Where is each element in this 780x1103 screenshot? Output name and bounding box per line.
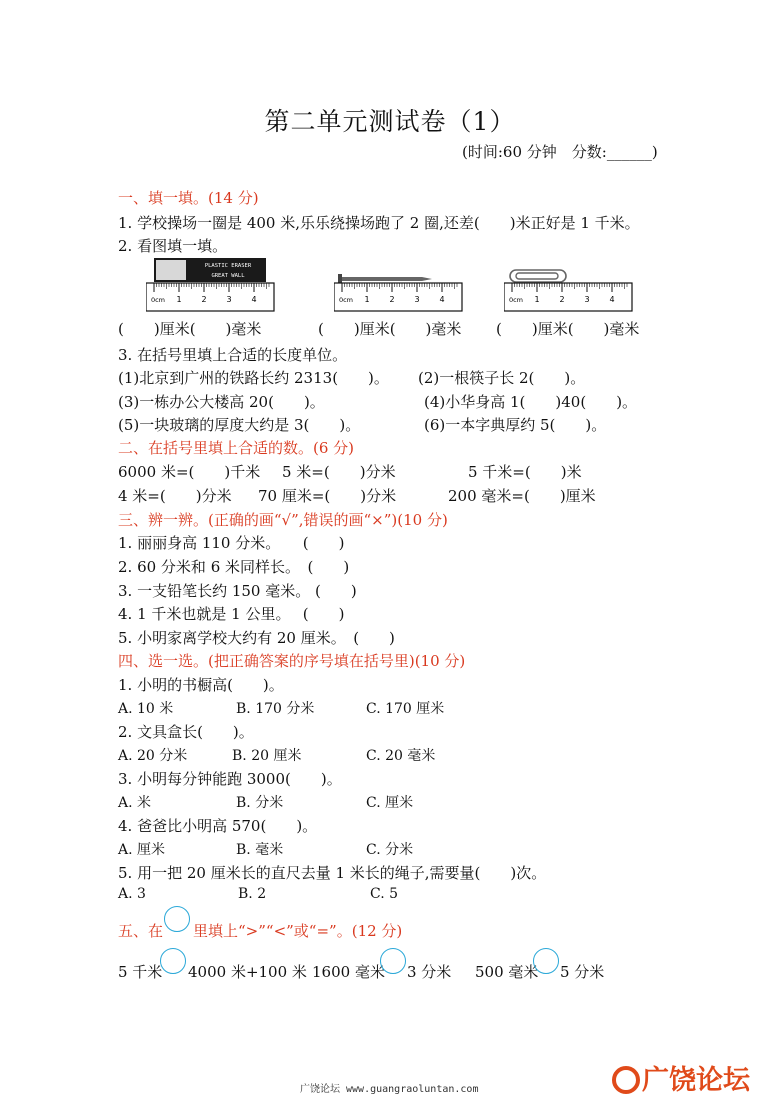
compare-3-left: 500 毫米 bbox=[475, 963, 539, 981]
conversion-b: 5 米=( )分米 bbox=[282, 463, 396, 481]
question-1-1: 1. 学校操场一圈是 400 米,乐乐绕操场跑了 2 圈,还差( )米正好是 1 千米。 bbox=[118, 214, 640, 232]
ruler-3-label: 4 bbox=[609, 295, 615, 304]
ruler-3-label: 3 bbox=[584, 295, 590, 304]
question-1-3-3: (3)一栋办公大楼高 20( )。 bbox=[118, 393, 325, 411]
section-2-heading: 二、在括号里填上合适的数。(6 分) bbox=[118, 439, 355, 457]
ruler-2-label: 1 bbox=[364, 295, 370, 304]
choice-question-2: 2. 文具盒长( )。 bbox=[118, 723, 254, 741]
question-1-3-4: (4)小华身高 1( )40( )。 bbox=[424, 393, 638, 411]
ruler-1-label: 1 bbox=[176, 295, 182, 304]
question-1-3-5: (5)一块玻璃的厚度大约是 3( )。 bbox=[118, 416, 361, 434]
ruler-paperclip-figure bbox=[504, 266, 634, 320]
ruler-3-label: 0cm bbox=[508, 296, 524, 304]
logo-text: 广饶论坛 bbox=[642, 1065, 750, 1096]
question-1-3: 3. 在括号里填上合适的长度单位。 bbox=[118, 346, 348, 364]
compare-circle-3[interactable] bbox=[533, 948, 559, 974]
compare-2-right: 3 分米 bbox=[407, 963, 452, 981]
judge-item-1: 1. 丽丽身高 110 分米。 ( ) bbox=[118, 534, 345, 552]
choice-4-a: A. 厘米 bbox=[118, 842, 166, 858]
choice-2-b: B. 20 厘米 bbox=[232, 748, 302, 764]
choice-3-a: A. 米 bbox=[118, 795, 152, 811]
judge-item-5: 5. 小明家离学校大约有 20 厘米。 ( ) bbox=[118, 629, 395, 647]
ruler-2-label: 2 bbox=[389, 295, 395, 304]
conversion-f: 200 毫米=( )厘米 bbox=[448, 487, 596, 505]
ruler-2-label: 3 bbox=[414, 295, 420, 304]
section-5-heading-a: 五、在 bbox=[118, 922, 164, 940]
choice-question-3: 3. 小明每分钟能跑 3000( )。 bbox=[118, 770, 342, 788]
ruler-1-label: 4 bbox=[251, 295, 257, 304]
section-1-heading: 一、填一填。(14 分) bbox=[118, 189, 259, 207]
choice-5-c: C. 5 bbox=[370, 886, 399, 902]
section-4-heading: 四、选一选。(把正确答案的序号填在括号里)(10 分) bbox=[118, 652, 466, 670]
compare-circle-example bbox=[164, 906, 190, 932]
choice-question-1: 1. 小明的书橱高( )。 bbox=[118, 676, 284, 694]
choice-4-b: B. 毫米 bbox=[236, 842, 284, 858]
conversion-e: 70 厘米=( )分米 bbox=[258, 487, 397, 505]
question-1-3-2: (2)一根筷子长 2( )。 bbox=[418, 369, 586, 387]
compare-1-right: 4000 米+100 米 bbox=[188, 963, 307, 981]
compare-3-right: 5 分米 bbox=[560, 963, 605, 981]
ruler-2-label: 0cm bbox=[338, 296, 354, 304]
ruler-3-label: 1 bbox=[534, 295, 540, 304]
choice-question-4: 4. 爸爸比小明高 570( )。 bbox=[118, 817, 318, 835]
choice-4-c: C. 分米 bbox=[366, 842, 414, 858]
ruler-answer-3: ( )厘米( )毫米 bbox=[496, 320, 640, 338]
site-logo bbox=[612, 1058, 750, 1097]
section-3-heading: 三、辨一辨。(正确的画“√”,错误的画“×”)(10 分) bbox=[118, 511, 448, 529]
compare-1-left: 5 千米 bbox=[118, 963, 163, 981]
compare-2-left: 1600 毫米 bbox=[312, 963, 385, 981]
question-1-3-1: (1)北京到广州的铁路长约 2313( )。 bbox=[118, 369, 389, 387]
compare-circle-1[interactable] bbox=[160, 948, 186, 974]
conversion-a: 6000 米=( )千米 bbox=[118, 463, 261, 481]
choice-5-a: A. 3 bbox=[118, 886, 146, 902]
choice-2-a: A. 20 分米 bbox=[118, 748, 188, 764]
eraser-label-2: GREAT WALL bbox=[211, 273, 245, 279]
conversion-c: 5 千米=( )米 bbox=[468, 463, 582, 481]
compare-circle-2[interactable] bbox=[380, 948, 406, 974]
logo-g-icon bbox=[612, 1066, 640, 1094]
ruler-answer-1: ( )厘米( )毫米 bbox=[118, 320, 262, 338]
choice-3-c: C. 厘米 bbox=[366, 795, 414, 811]
conversion-d: 4 米=( )分米 bbox=[118, 487, 232, 505]
judge-item-4: 4. 1 千米也就是 1 公里。 ( ) bbox=[118, 605, 345, 623]
choice-1-a: A. 10 米 bbox=[118, 701, 174, 717]
time-score-line: (时间:60 分钟 分数:______) bbox=[462, 143, 658, 161]
choice-3-b: B. 分米 bbox=[236, 795, 284, 811]
judge-item-2: 2. 60 分米和 6 米同样长。 ( ) bbox=[118, 558, 350, 576]
ruler-1-label: 3 bbox=[226, 295, 232, 304]
judge-item-3: 3. 一支铅笔长约 150 毫米。 ( ) bbox=[118, 582, 357, 600]
question-1-3-6: (6)一本字典厚约 5( )。 bbox=[424, 416, 607, 434]
ruler-answer-2: ( )厘米( )毫米 bbox=[318, 320, 462, 338]
footer-text: 广饶论坛 www.guangraoluntan.com bbox=[300, 1084, 479, 1095]
ruler-eraser-figure bbox=[146, 258, 276, 320]
choice-5-b: B. 2 bbox=[238, 886, 267, 902]
section-5-heading-b: 里填上“>”“<”或“=”。(12 分) bbox=[193, 922, 403, 940]
ruler-1-label: 2 bbox=[201, 295, 207, 304]
question-1-2: 2. 看图填一填。 bbox=[118, 237, 228, 255]
ruler-3-label: 2 bbox=[559, 295, 565, 304]
ruler-2-label: 4 bbox=[439, 295, 445, 304]
page-title: 第二单元测试卷（1） bbox=[264, 107, 516, 136]
choice-1-b: B. 170 分米 bbox=[236, 701, 315, 717]
choice-2-c: C. 20 毫米 bbox=[366, 748, 436, 764]
ruler-nail-figure bbox=[334, 268, 464, 320]
ruler-1-label: 0cm bbox=[150, 296, 166, 304]
choice-1-c: C. 170 厘米 bbox=[366, 701, 445, 717]
choice-question-5: 5. 用一把 20 厘米长的直尺去量 1 米长的绳子,需要量( )次。 bbox=[118, 864, 547, 882]
eraser-label-1: PLASTIC ERASER bbox=[204, 263, 252, 269]
